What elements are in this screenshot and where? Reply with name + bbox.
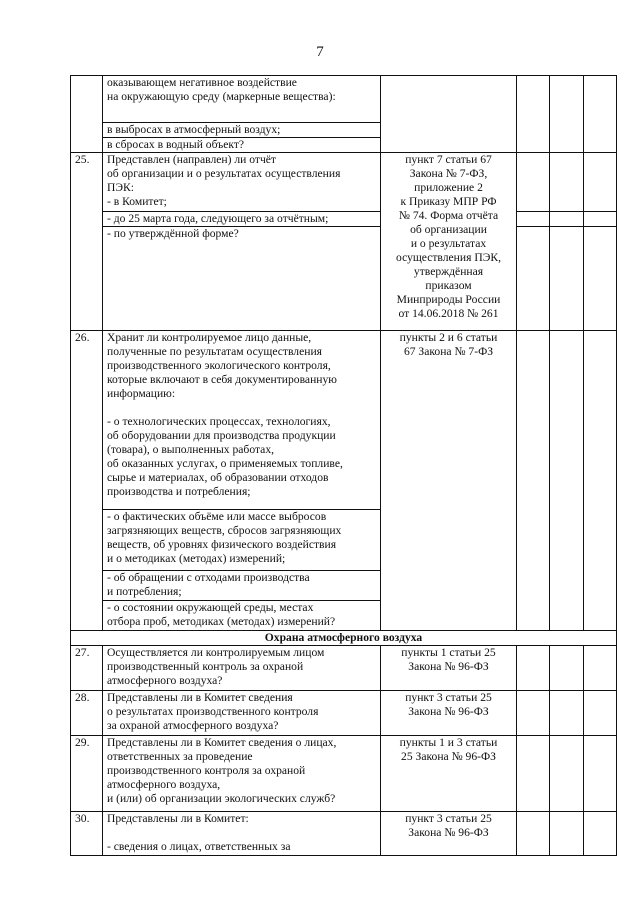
law-cell	[381, 812, 517, 856]
law-line: пункт 7 статьи 67	[405, 153, 492, 166]
table-row-29	[71, 736, 617, 812]
table-row-28	[71, 691, 617, 736]
question-line: - до 25 марта года, следующего за отчётным;	[107, 212, 329, 225]
row-number: 25.	[71, 153, 103, 331]
question-cell	[103, 76, 381, 123]
question-line: производственного контроля за охраной	[107, 764, 306, 777]
row-number: 29.	[71, 736, 103, 812]
law-line: пункт 3 статьи 25	[405, 812, 492, 825]
answer-no-cell[interactable]	[550, 691, 584, 736]
answer-yes-cell[interactable]	[517, 331, 550, 631]
answer-yes-cell[interactable]	[517, 227, 550, 331]
question-line: производственный контроль за охраной	[107, 660, 304, 673]
question-line: - о состоянии окружающей среды, местах	[107, 601, 314, 614]
answer-na-cell[interactable]	[584, 736, 617, 812]
law-line: Закона № 96-ФЗ	[408, 705, 489, 718]
law-line: об организации	[410, 223, 487, 236]
law-cell	[381, 331, 517, 631]
question-line: об организации и о результатах осуществления	[107, 167, 341, 180]
question-line: в сбросах в водный объект?	[107, 138, 245, 151]
question-cell	[103, 646, 381, 691]
question-line: и (или) об организации экологических служб?	[107, 792, 336, 805]
question-line: об оборудовании для производства продукции	[107, 429, 336, 442]
question-line: Представлены ли в Комитет сведения	[107, 691, 293, 704]
section-title: Охрана атмосферного воздуха	[71, 631, 617, 646]
table-row-27	[71, 646, 617, 691]
question-line: Осуществляется ли контролируемым лицом	[107, 646, 325, 659]
answer-na-cell[interactable]	[584, 691, 617, 736]
row-number: 30.	[71, 812, 103, 856]
answer-no-cell[interactable]	[550, 812, 584, 856]
number-cell	[71, 76, 103, 153]
checklist-table-wrapper	[70, 75, 616, 856]
law-line: пункты 1 статьи 25	[401, 646, 496, 659]
question-line: - по утверждённой форме?	[107, 227, 239, 240]
question-line: о результатах производственного контроля	[107, 705, 319, 718]
question-line: Представлены ли в Комитет сведения о лицах,	[107, 736, 337, 749]
law-line: № 74. Форма отчёта	[398, 209, 499, 222]
table-row-30	[71, 812, 617, 856]
question-line: загрязняющих веществ, сбросов загрязняющих	[107, 524, 342, 537]
answer-na-cell[interactable]	[584, 76, 617, 153]
question-cell	[103, 736, 381, 812]
question-line: в выбросах в атмосферный воздух;	[107, 123, 281, 136]
question-line: Представлен (направлен) ли отчёт	[107, 153, 276, 166]
question-line: которые включают в себя документированную	[107, 373, 337, 386]
question-line: ПЭК:	[107, 181, 134, 194]
question-cell	[103, 331, 381, 510]
table-row-continuation	[71, 76, 617, 123]
row-number: 28.	[71, 691, 103, 736]
answer-yes-cell[interactable]	[517, 76, 550, 153]
answer-no-cell[interactable]	[550, 153, 584, 212]
question-cell	[103, 123, 381, 138]
law-cell	[381, 76, 517, 153]
law-cell	[381, 646, 517, 691]
question-cell	[103, 212, 381, 227]
question-line: - об обращении с отходами производства	[107, 571, 310, 584]
answer-yes-cell[interactable]	[517, 212, 550, 227]
answer-na-cell[interactable]	[584, 227, 617, 331]
question-line: - о фактических объёме или массе выбросов	[107, 510, 327, 523]
question-line: атмосферного воздуха?	[107, 674, 223, 687]
checklist-table	[70, 75, 617, 856]
law-line: от 14.06.2018 № 261	[398, 307, 499, 320]
question-line: атмосферного воздуха,	[107, 778, 221, 791]
question-line: и о методиках (методах) измерений;	[107, 552, 286, 565]
question-line: ответственных за проведение	[107, 750, 253, 763]
row-number: 26.	[71, 331, 103, 631]
answer-no-cell[interactable]	[550, 331, 584, 631]
question-cell	[103, 510, 381, 571]
answer-yes-cell[interactable]	[517, 736, 550, 812]
question-line: полученные по результатам осуществления	[107, 345, 322, 358]
question-cell	[103, 571, 381, 601]
question-line: веществ, об уровнях физического воздействия	[107, 538, 337, 551]
question-line: сырье и материалах, об образовании отходов	[107, 471, 329, 484]
table-subrow	[71, 212, 617, 227]
law-line: Минприроды России	[396, 293, 501, 306]
question-line: на окружающую среду (маркерные вещества):	[107, 90, 336, 103]
law-cell	[381, 153, 517, 331]
answer-yes-cell[interactable]	[517, 646, 550, 691]
section-row	[71, 631, 617, 646]
question-line: - сведения о лицах, ответственных за	[107, 840, 291, 853]
law-line: и о результатах	[410, 237, 487, 250]
answer-na-cell[interactable]	[584, 646, 617, 691]
law-line: приложение 2	[414, 181, 483, 194]
answer-no-cell[interactable]	[550, 76, 584, 153]
answer-na-cell[interactable]	[584, 331, 617, 631]
question-line: - о технологических процессах, технологиях,	[107, 415, 331, 428]
answer-yes-cell[interactable]	[517, 153, 550, 212]
row-number: 27.	[71, 646, 103, 691]
question-cell	[103, 812, 381, 856]
law-cell	[381, 736, 517, 812]
answer-na-cell[interactable]	[584, 153, 617, 212]
law-line: Закона № 96-ФЗ	[408, 826, 489, 839]
question-cell	[103, 153, 381, 212]
answer-no-cell[interactable]	[550, 227, 584, 331]
law-line: Закона № 96-ФЗ	[408, 660, 489, 673]
law-line: пункты 1 и 3 статьи	[399, 736, 498, 749]
question-line: производства и потребления;	[107, 485, 251, 498]
law-line: к Приказу МПР РФ	[400, 195, 497, 208]
answer-yes-cell[interactable]	[517, 812, 550, 856]
answer-no-cell[interactable]	[550, 736, 584, 812]
table-subrow	[71, 227, 617, 331]
question-line: Хранит ли контролируемое лицо данные,	[107, 331, 312, 344]
question-line: - в Комитет;	[107, 195, 167, 208]
question-line: оказывающем негативное воздействие	[107, 76, 297, 89]
page-number: 7	[316, 44, 324, 60]
question-line: и потребления;	[107, 585, 182, 598]
question-line: Представлены ли в Комитет:	[107, 812, 249, 825]
answer-no-cell[interactable]	[550, 212, 584, 227]
question-line: отбора проб, методиках (методах) измерений?	[107, 615, 336, 628]
table-row-25	[71, 153, 617, 212]
question-line: информацию:	[107, 387, 176, 400]
law-line: осуществления ПЭК,	[395, 251, 501, 264]
answer-na-cell[interactable]	[584, 212, 617, 227]
question-cell	[103, 691, 381, 736]
law-line: 25 Закона № 96-ФЗ	[401, 750, 496, 763]
law-line: приказом	[425, 279, 472, 292]
question-line: об оказанных услугах, о применяемых топливе,	[107, 457, 343, 470]
law-line: пункт 3 статьи 25	[405, 691, 492, 704]
law-line: пункты 2 и 6 статьи	[399, 331, 498, 344]
question-cell	[103, 138, 381, 153]
table-row-26	[71, 331, 617, 510]
question-cell	[103, 227, 381, 331]
question-line: (товара), о выполненных работах,	[107, 443, 275, 456]
law-cell	[381, 691, 517, 736]
question-cell	[103, 601, 381, 631]
law-line: утверждённая	[413, 265, 484, 278]
answer-no-cell[interactable]	[550, 646, 584, 691]
answer-na-cell[interactable]	[584, 812, 617, 856]
question-line: производственного экологического контроля,	[107, 359, 331, 372]
question-line: за охраной атмосферного воздуха?	[107, 719, 279, 732]
answer-yes-cell[interactable]	[517, 691, 550, 736]
law-line: Закона № 7-ФЗ,	[409, 167, 488, 180]
law-line: 67 Закона № 7-ФЗ	[403, 345, 494, 358]
